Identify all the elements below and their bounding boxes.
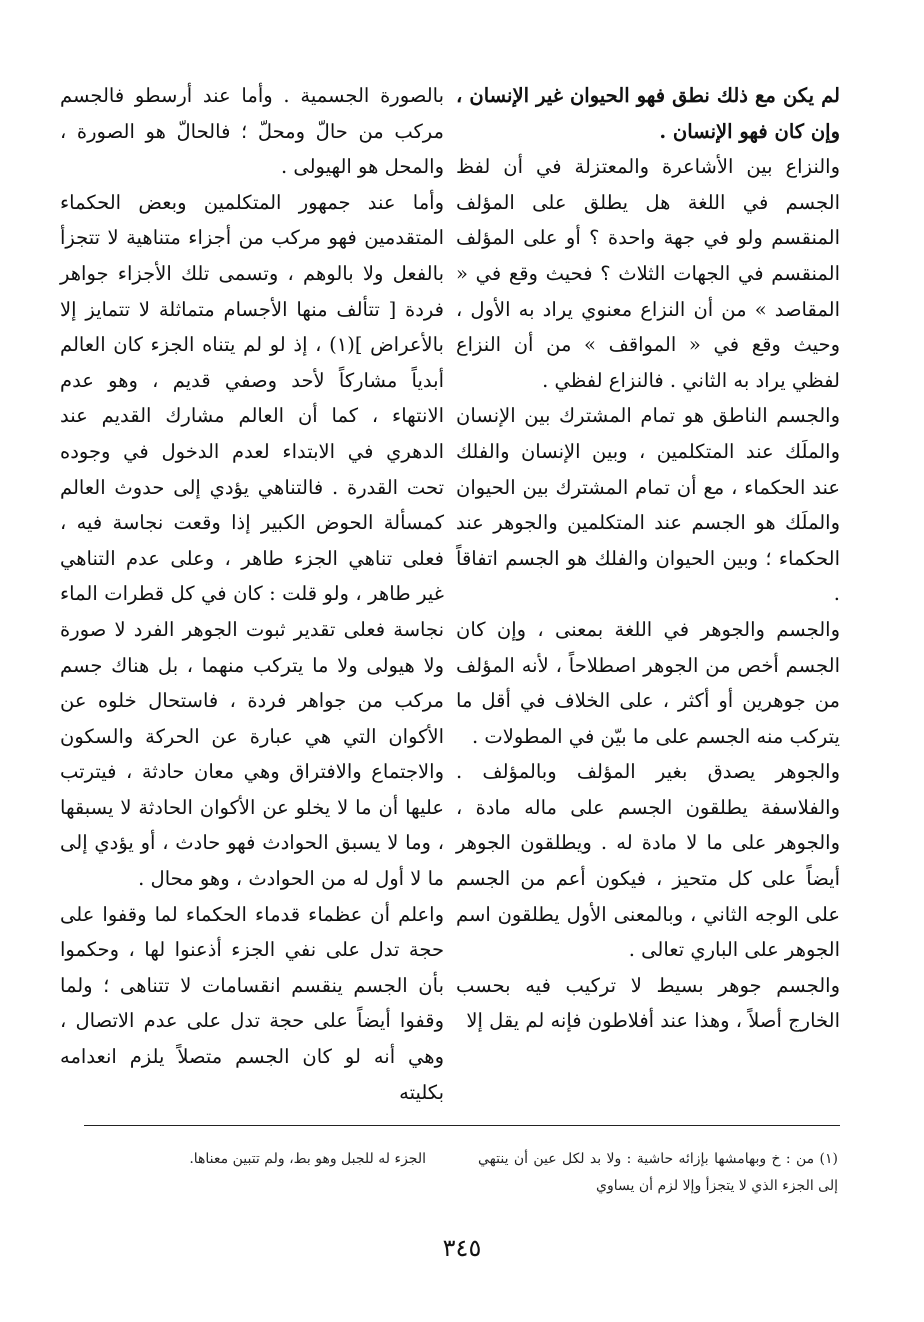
footnote-1: (١) من : خ وبهامشها بإزائه حاشية : ولا بد لكل عين أن ينتهي إلى الجزء الذي لا يتجزأ وإلا لزم أن يساوي: [478, 1151, 838, 1194]
paragraph-4: والجسم والجوهر في اللغة بمعنى ، وإن كان الجسم أخص من الجوهر اصطلاحاً ، لأنه المؤلف من جوهرين أو أكثر ، على الخلاف في أقل ما يتركب منه الجسم على ما بيّن في المطولات .: [456, 617, 840, 748]
paragraph-7: بالصورة الجسمية . وأما عند أرسطو فالجسم مركب من حالّ ومحلّ ؛ فالحالّ هو الصورة ، والمحل هو الهيولى .: [60, 84, 444, 179]
paragraph-5: والجوهر يصدق بغير المؤلف وبالمؤلف . والفلاسفة يطلقون الجسم على ماله مادة ، والجوهر على ما لا مادة له . ويطلقون الجوهر أيضاً على كل متحيز ، فيكون أعم من الجسم على الوجه الثاني ، وبالمعنى الأول يطلقون اسم الجوهر على الباري تعالى .: [456, 760, 840, 962]
footnote-continuation: الجزء له للجبل وهو بط، ولم تتبين معناها.: [189, 1151, 426, 1167]
paragraph-3: والجسم الناطق هو تمام المشترك بين الإنسان والملَك عند المتكلمين ، وبين الإنسان والفلك عند الحكماء ، مع أن تمام المشترك بين الحيوان والملَك هو الجسم عند المتكلمين والجوهر عند الحكماء ؛ وبين الحيوان والفلك هو الجسم اتفاقاً .: [456, 404, 840, 606]
paragraph-8: وأما عند جمهور المتكلمين وبعض الحكماء المتقدمين فهو مركب من أجزاء متناهية لا تتجزأ بالفعل ولا بالوهم ، وتسمى تلك الأجزاء جواهر فردة [ تتألف منها الأجسام متماثلة لا تتمايز إلا بالأعراض ](١) ، إذ لو لم يتناه الجزء كان العالم أبدياً مشاركاً لأحد وصفي قديم ، وهو عدم الانتهاء ، كما أن العالم مشارك القديم عند الدهري في الابتداء لعدم الدخول في وجوده تحت القدرة . فالتناهي يؤدي إلى حدوث العالم كمسألة الحوض الكبير إذا وقعت نجاسة فيه ، فعلى تناهي الجزء طاهر ، وعلى عدم التناهي غير طاهر ، ولو قلت : كان في كل قطرات الماء نجاسة فعلى تقدير ثبوت الجوهر الفرد لا صورة ولا هيولى ولا ما يتركب منهما ، بل هناك جسم مركب من جواهر فردة ، فاستحال خلوه عن الأكوان التي هي عبارة عن الحركة والسكون والاجتماع والافتراق وهي معان حادثة ، فيترتب عليها أن ما لا يخلو عن الأكوان الحادثة لا يسبقها ، وما لا يسبق الحوادث فهو حادث ، أو يؤدي إلى ما لا أول له من الحوادث ، وهو محال .: [60, 190, 444, 891]
page-number: ٣٤٥: [442, 1234, 482, 1262]
right-column: [456, 78, 840, 1039]
footnote-separator: [84, 1125, 840, 1126]
paragraph-1: لم يكن مع ذلك نطق فهو الحيوان غير الإنسان ، وإن كان فهو الإنسان .: [456, 84, 840, 143]
paragraph-6: والجسم جوهر بسيط لا تركيب فيه بحسب الخارج أصلاً ، وهذا عند أفلاطون فإنه لم يقل إلا: [456, 973, 840, 1033]
paragraph-9: واعلم أن عظماء قدماء الحكماء لما وقفوا على حجة تدل على نفي الجزء أذعنوا لها ، وحكموا بأن الجسم ينقسم انقسامات لا تتناهى ؛ ولما وقفوا أيضاً على حجة تدل على عدم الاتصال ، وهي أنه لو كان الجسم متصلاً يلزم انعدامه بكليته: [60, 902, 444, 1104]
left-column: [60, 78, 444, 1110]
paragraph-2: والنزاع بين الأشاعرة والمعتزلة في أن لفظ الجسم في اللغة هل يطلق على المؤلف المنقسم ولو في جهة واحدة ؟ أو على المؤلف المنقسم في الجهات الثلاث ؟ فحيث وقع في « المقاصد » من أن النزاع معنوي يراد به الأول ، وحيث وقع في « المواقف » من أن النزاع لفظي يراد به الثاني . فالنزاع لفظي .: [456, 155, 840, 392]
